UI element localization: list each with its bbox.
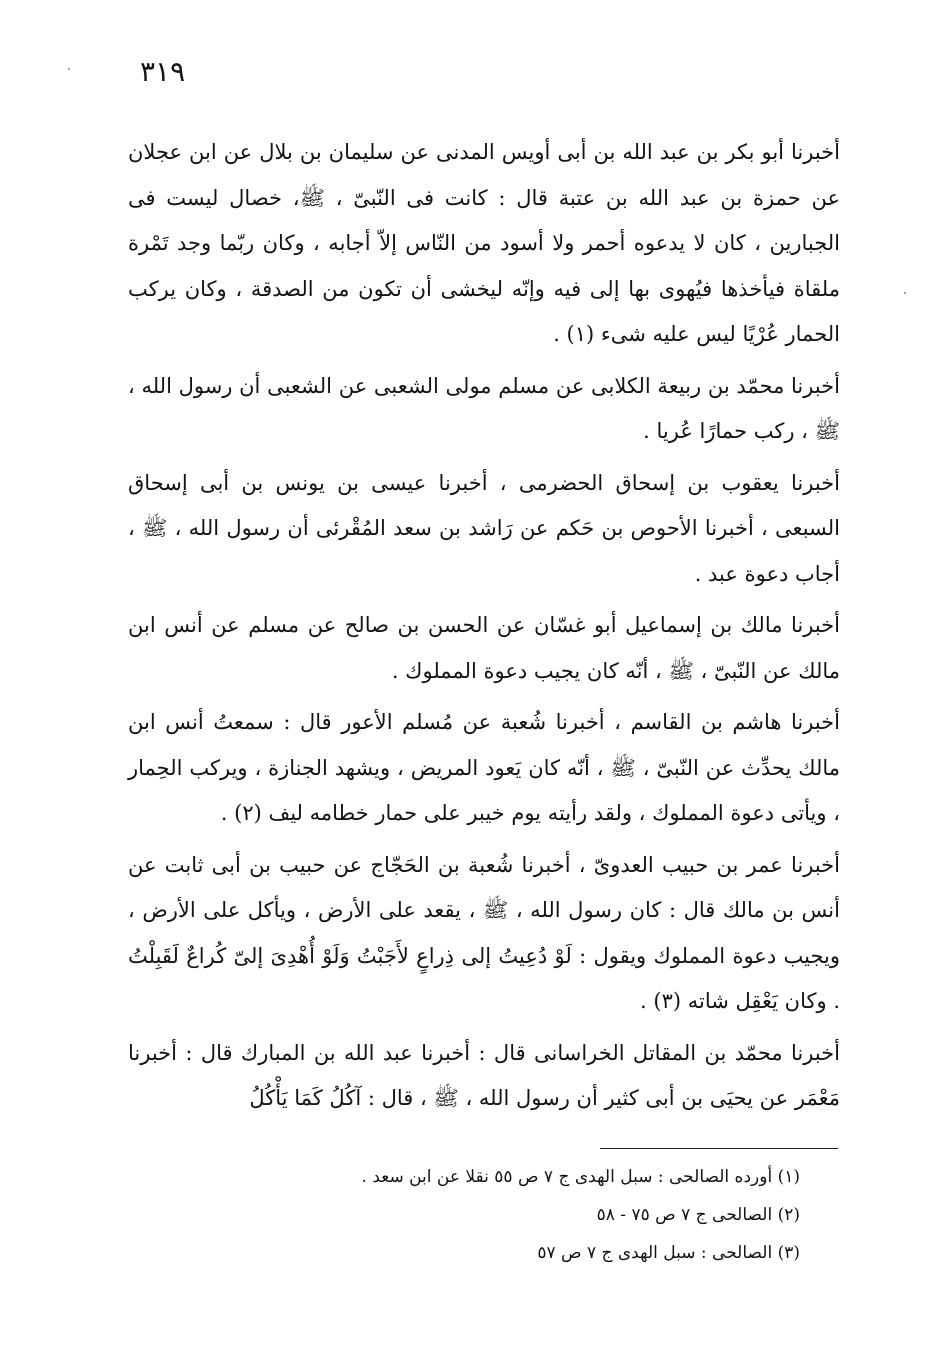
footnote-1: (١) أورده الصالحى : سبل الهدى ج ٧ ص ٥٥ نقلا عن ابن سعد .	[361, 1167, 800, 1187]
footnote-3: (٣) الصالحى : سبل الهدى ج ٧ ص ٥٧	[537, 1243, 800, 1263]
scan-speck	[68, 68, 70, 70]
page-number: ٣١٩	[140, 55, 186, 88]
paragraph-4: أخبرنا مالك بن إسماعيل أبو غسّان عن الحسن بن صالح عن مسلم عن أنس ابن مالك عن النّبىّ ، ﷺ ، أنّه كان يجيب دعوة المملوك .	[128, 613, 840, 683]
paragraph-3: أخبرنا يعقوب بن إسحاق الحضرمى ، أخبرنا عيسى بن يونس بن أبى إسحاق السبعى ، أخبرنا الأحوص بن حَكم عن رَاشد بن سعد المُقْرئى أن رسول الله ، ﷺ ، أجاب دعوة عبد .	[128, 470, 840, 586]
paragraph-5: أخبرنا هاشم بن القاسم ، أخبرنا شُعبة عن مُسلم الأعور قال : سمعتُ أنس ابن مالك يحدِّث عن النّبىّ ، ﷺ ، أنّه كان يَعود المريض ، ويشهد الجنازة ، ويركب الحِمار ، ويأتى دعوة المملوك ، ولقد رأيته يوم خيبر على حمار خطامه ليف (٢) .	[128, 710, 840, 825]
paragraph-7: أخبرنا محمّد بن المقاتل الخراسانى قال : أخبرنا عبد الله بن المبارك قال : أخبرنا مَعْمَر عن يحيَى بن أبى كثير أن رسول الله ، ﷺ ، قال : آكُلُ كَمَا يَأْكُلُ	[128, 1040, 840, 1110]
paragraph-6: أخبرنا عمر بن حبيب العدوىّ ، أخبرنا شُعبة بن الحَجّاج عن حبيب بن أبى ثابت عن أنس بن مالك قال : كان رسول الله ، ﷺ ، يقعد على الأرض ، ويأكل على الأرض ، ويجيب دعوة المملوك ويقول : لَوْ دُعِيتُ إلى ذِراعٍ لأَجَبْتُ وَلَوْ أُهْدِىَ إلىّ كُراعٌ لَقَبِلْتُ . وكان يَعْقِل شاته (٣) .	[128, 852, 840, 1013]
scan-speck	[904, 292, 906, 294]
paragraph-2: أخبرنا محمّد بن ربيعة الكلابى عن مسلم مولى الشعبى عن الشعبى أن رسول الله ، ﷺ ، ركب حمارًا عُريا .	[128, 373, 840, 443]
main-text	[128, 130, 840, 1122]
footnotes	[300, 1158, 800, 1272]
footnote-divider	[600, 1148, 838, 1149]
paragraph-1: أخبرنا أبو بكر بن عبد الله بن أبى أويس المدنى عن سليمان بن بلال عن ابن عجلان عن حمزة بن عبد الله بن عتبة قال : كانت فى النّبىّ ، ﷺ، خصال ليست فى الجبارين ، كان لا يدعوه أحمر ولا أسود من النّاس إلاّ أجابه ، وكان ربّما وجد تَمْرة ملقاة فيأخذها فيُهوى بها إلى فيه وإنّه ليخشى أن تكون من الصدقة ، وكان يركب الحمار عُرْيًا ليس عليه شىء (١) .	[128, 140, 840, 346]
footnote-2: (٢) الصالحى ج ٧ ص ٧٥ - ٥٨	[596, 1205, 800, 1225]
